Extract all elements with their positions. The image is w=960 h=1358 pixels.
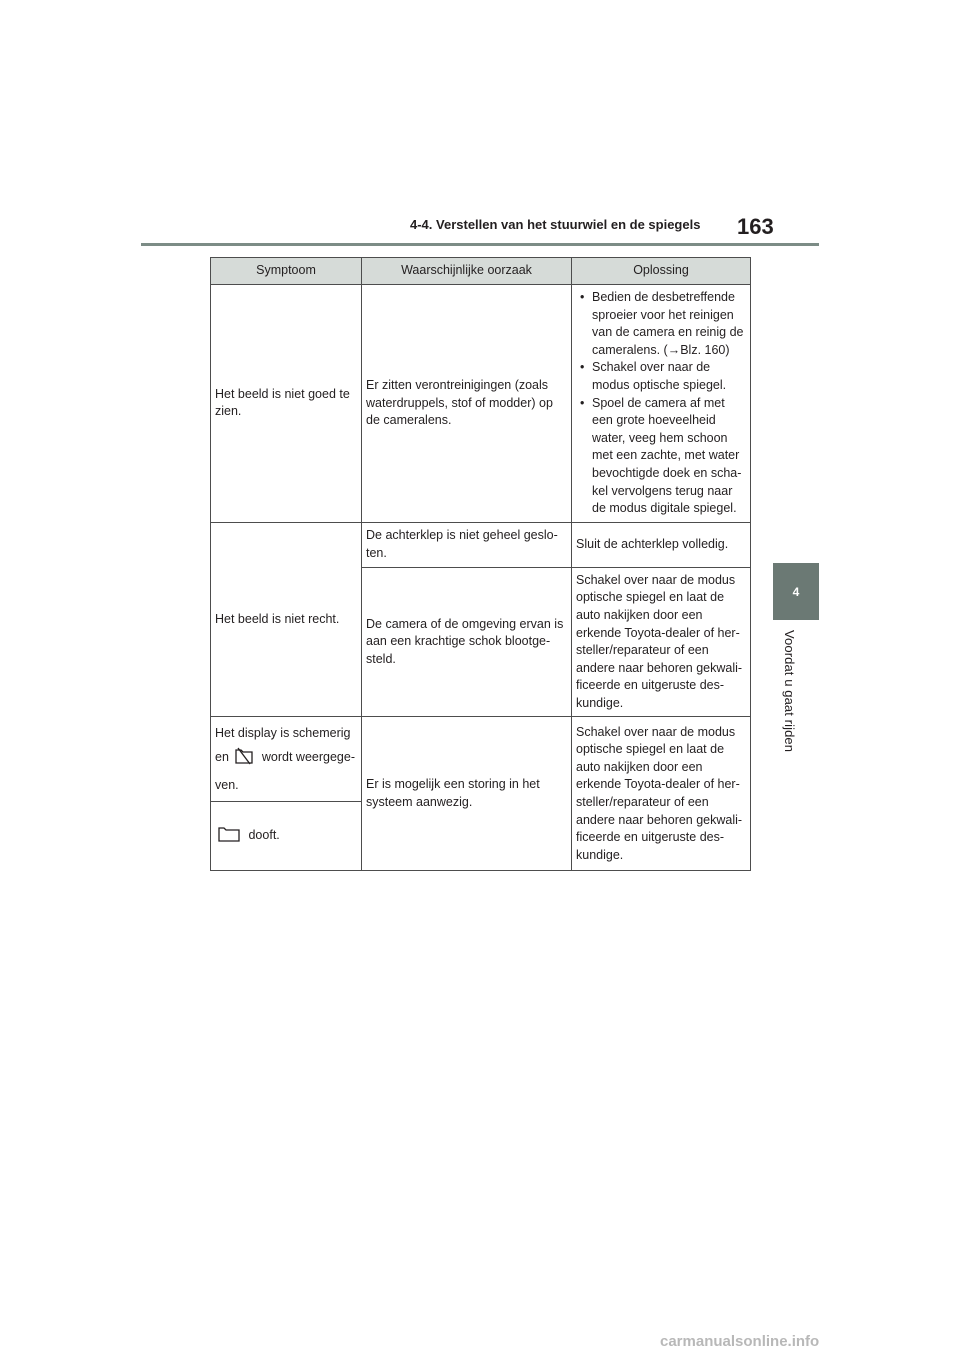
solution-cell: Schakel over naar de modus optische spiegel en laat de auto nakijken door een erkende Toyota-dealer of her-steller/reparateur of een andere naar behoren gekwali-ficeerde en uitgeruste des-kundige. [572, 567, 751, 717]
header-cause: Waarschijnlijke oorzaak [362, 258, 572, 285]
cause-cell: De achterklep is niet geheel geslo-ten. [362, 522, 572, 567]
solution-list [576, 289, 746, 518]
header-solution: Oplossing [572, 258, 751, 285]
solution-cell: Sluit de achterklep volledig. [572, 522, 751, 567]
section-title: 4-4. Verstellen van het stuurwiel en de spiegels [410, 217, 701, 232]
table-row [211, 522, 751, 567]
chapter-number: 4 [792, 584, 800, 599]
cause-cell: Er zitten verontreinigingen (zoals waterdruppels, stof of modder) op de cameralens. [362, 285, 572, 523]
mirror-warning-icon [234, 747, 254, 773]
list-item: • Schakel over naar de modus optische spiegel. [576, 359, 746, 394]
list-item: • Bedien de desbetreffende sproeier voor het reinigen van de camera en reinig de cameralens. (→Blz. 160) [576, 289, 746, 359]
symptom-cell: Het beeld is niet recht. [211, 522, 362, 717]
table-row [211, 285, 751, 523]
chapter-label: Voordat u gaat rijden [782, 630, 797, 753]
watermark: carmanualsonline.info [660, 1333, 820, 1350]
symptom-line [215, 745, 357, 773]
troubleshooting-table [210, 257, 751, 871]
cause-cell: De camera of de omgeving ervan is aan een krachtige schok blootge-steld. [362, 567, 572, 717]
cause-cell: Er is mogelijk een storing in het systeem aanwezig. [362, 717, 572, 871]
header-symptom: Symptoom [211, 258, 362, 285]
solution-cell: Schakel over naar de modus optische spiegel en laat de auto nakijken door een erkende Toyota-dealer of her-steller/reparateur of een andere naar behoren gekwali-ficeerde en uitgeruste des-kundige. [572, 717, 751, 871]
symptom-cell [211, 717, 362, 802]
solution-cell [572, 285, 751, 523]
list-item: • Spoel de camera af met een grote hoeveelheid water, veeg hem schoon met een zachte, met water bevochtigde doek en scha-kel vervolgens terug naar de modus digitale spiegel. [576, 395, 746, 518]
table-row [211, 717, 751, 802]
page-number: 163 [737, 214, 774, 239]
symptom-line: Het display is schemerig [215, 726, 351, 741]
symptom-line: ven. [215, 778, 239, 793]
table-header-row [211, 258, 751, 285]
symptom-text: wordt weergege- [261, 750, 355, 765]
mirror-icon [217, 825, 241, 849]
symptom-text: en [215, 750, 229, 765]
header-divider [141, 243, 819, 246]
symptom-cell: Het beeld is niet goed te zien. [211, 285, 362, 523]
symptom-cell [211, 802, 362, 871]
chapter-tab [773, 563, 819, 620]
symptom-text: dooft. [248, 827, 280, 842]
